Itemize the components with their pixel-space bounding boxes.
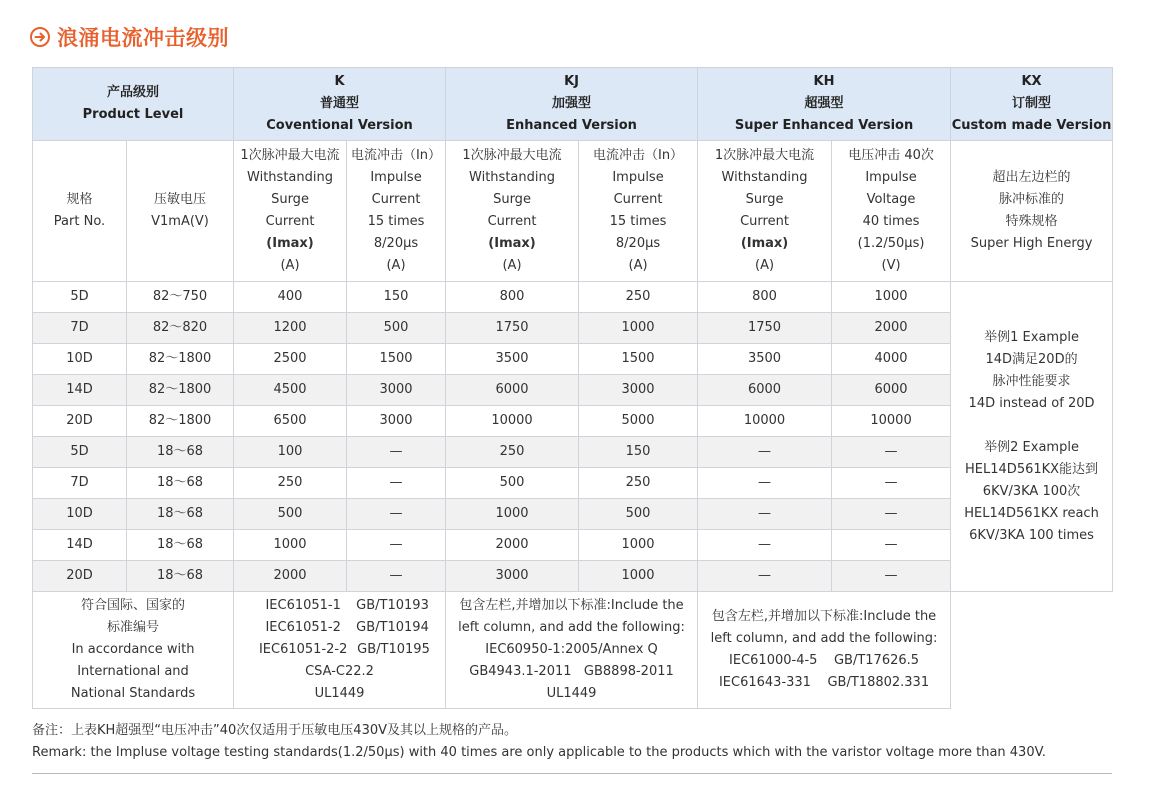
subheader-text: 超出左边栏的	[992, 170, 1071, 185]
table-cell: —	[347, 561, 446, 592]
table-cell: —	[832, 561, 951, 592]
subheader-text: Current	[613, 192, 663, 207]
table-cell: —	[698, 499, 832, 530]
table-cell: 250	[446, 437, 579, 468]
subheader-text: Impulse	[612, 170, 664, 185]
header-k	[234, 68, 446, 141]
table-cell: —	[698, 561, 832, 592]
table-cell: —	[347, 437, 446, 468]
table-cell: 1200	[234, 313, 347, 344]
standards-text: 包含左栏,并增加以下标准:Include the	[459, 598, 684, 613]
standards-line	[234, 617, 445, 639]
table-row	[33, 282, 1113, 313]
subheader-in-k	[347, 141, 446, 282]
table-cell: —	[347, 468, 446, 499]
subheader-text: (Imax)	[488, 236, 536, 251]
standards-text: IEC61051-1	[265, 598, 341, 613]
header-text: Coventional Version	[266, 118, 413, 133]
kx-example-text: 6KV/3KA 100次	[982, 483, 1081, 499]
standards-text: IEC61000-4-5 GB/T17626.5	[729, 653, 920, 668]
table-cell: 5000	[579, 406, 698, 437]
subheader-part-no	[33, 141, 127, 282]
table-cell: 7D	[33, 468, 127, 499]
table-cell: 10000	[698, 406, 832, 437]
table-cell: 800	[698, 282, 832, 313]
subheader-text: Surge	[493, 192, 531, 207]
standards-text: IEC61643-331 GB/T18802.331	[718, 675, 930, 690]
subheader-text: Impulse	[370, 170, 422, 185]
subheader-text: (Imax)	[266, 236, 314, 251]
subheader-text: (A)	[386, 258, 406, 273]
standards-line	[234, 639, 445, 661]
table-cell: 7D	[33, 313, 127, 344]
table-cell: —	[347, 499, 446, 530]
table-cell: 500	[234, 499, 347, 530]
standards-text: GB/T10194	[356, 620, 429, 635]
subheader-text: 40 times	[862, 214, 920, 229]
header-text: 产品级别	[107, 85, 160, 100]
table-row	[33, 530, 1113, 561]
standards-text: In accordance with	[71, 642, 195, 657]
kx-example-spacer	[951, 415, 1112, 437]
subheader-text: Voltage	[866, 192, 916, 207]
table-cell: 1000	[579, 530, 698, 561]
table-row	[33, 437, 1113, 468]
subheader-text: 1次脉冲最大电流	[714, 148, 815, 163]
kx-examples-cell	[951, 282, 1113, 592]
subheader-text: 规格	[66, 192, 93, 207]
table-cell: 1000	[832, 282, 951, 313]
table-cell: 1000	[234, 530, 347, 561]
header-text: 普通型	[320, 96, 360, 111]
table-cell: —	[698, 437, 832, 468]
table-cell: 6000	[698, 375, 832, 406]
table-cell: 14D	[33, 375, 127, 406]
subheader-text: 15 times	[609, 214, 667, 229]
standards-row	[33, 592, 1113, 709]
table-cell: 4000	[832, 344, 951, 375]
table-cell: 400	[234, 282, 347, 313]
subheader-text: Withstanding	[721, 170, 808, 185]
table-cell: 4500	[234, 375, 347, 406]
subheader-text: 8/20μs	[373, 236, 419, 251]
header-kx	[951, 68, 1113, 141]
standards-text: CSA-C22.2	[305, 664, 374, 679]
subheader-text: 电流冲击（In）	[592, 148, 684, 163]
subheader-text: Current	[740, 214, 789, 229]
standards-text: GB4943.1-2011 GB8898-2011	[469, 664, 674, 679]
kx-example-text: HEL14D561KX reach	[964, 505, 1099, 521]
subheader-in-kj	[579, 141, 698, 282]
table-header-row	[33, 68, 1113, 141]
table-cell: 2500	[234, 344, 347, 375]
header-text: Enhanced Version	[506, 118, 637, 133]
table-cell: 250	[579, 468, 698, 499]
table-cell: —	[832, 437, 951, 468]
standards-line	[234, 683, 445, 705]
table-cell: 1000	[446, 499, 579, 530]
table-subheader-row	[33, 141, 1113, 282]
table-cell: 250	[579, 282, 698, 313]
table-row	[33, 406, 1113, 437]
table-cell: 10000	[446, 406, 579, 437]
table-cell: 100	[234, 437, 347, 468]
table-cell: 10D	[33, 344, 127, 375]
standards-text: IEC61051-2	[265, 620, 341, 635]
subheader-imax-kh	[698, 141, 832, 282]
table-cell: 18～68	[127, 468, 234, 499]
table-cell: 82～820	[127, 313, 234, 344]
table-cell: 6500	[234, 406, 347, 437]
subheader-text: 脉冲标准的	[999, 192, 1065, 207]
kx-example-text: 14D满足20D的	[985, 351, 1078, 367]
kx-example-text: 脉冲性能要求	[992, 373, 1071, 389]
header-text: Product Level	[82, 107, 184, 122]
standards-k	[234, 592, 446, 709]
remark-en: Remark: the Impluse voltage testing standards(1.2/50μs) with 40 times are only applicable to the products which with the varistor voltage more than 430V.	[32, 745, 1046, 760]
table-cell: 82～1800	[127, 375, 234, 406]
table-cell: —	[698, 530, 832, 561]
subheader-text: 压敏电压	[154, 192, 207, 207]
table-row	[33, 499, 1113, 530]
section-title-text: 浪涌电流冲击级别	[57, 26, 229, 50]
surge-level-table	[32, 67, 1113, 709]
table-cell: —	[832, 499, 951, 530]
subheader-text: Impulse	[865, 170, 917, 185]
table-cell: 82～750	[127, 282, 234, 313]
subheader-text: 电压冲击 40次	[848, 148, 934, 163]
kx-example-text: 6KV/3KA 100 times	[969, 527, 1094, 543]
table-cell: 14D	[33, 530, 127, 561]
subheader-text: (A)	[755, 258, 775, 273]
subheader-text: Current	[487, 214, 537, 229]
header-text: K	[334, 74, 345, 89]
table-cell: 1750	[698, 313, 832, 344]
table-cell: 800	[446, 282, 579, 313]
header-text: 订制型	[1012, 96, 1052, 111]
bottom-divider	[32, 773, 1112, 774]
table-cell: 6000	[446, 375, 579, 406]
table-cell: —	[832, 530, 951, 561]
subheader-text: 1次脉冲最大电流	[240, 148, 340, 163]
circle-arrow-right-icon	[30, 27, 50, 47]
subheader-text: Part No.	[53, 214, 106, 229]
table-cell: —	[698, 468, 832, 499]
table-row	[33, 313, 1113, 344]
table-cell: 6000	[832, 375, 951, 406]
table-cell: 150	[579, 437, 698, 468]
header-text: KH	[813, 74, 835, 89]
subheader-text: (Imax)	[740, 236, 789, 251]
table-cell: 2000	[832, 313, 951, 344]
remark-note	[32, 720, 1046, 764]
subheader-text: Withstanding	[469, 170, 555, 185]
subheader-text: 8/20μs	[615, 236, 661, 251]
subheader-text: Withstanding	[247, 170, 333, 185]
subheader-text: (A)	[280, 258, 300, 273]
standards-text: National Standards	[70, 686, 196, 701]
standards-line	[234, 661, 445, 683]
table-cell: 18～68	[127, 437, 234, 468]
table-cell: 1500	[347, 344, 446, 375]
subheader-text: Surge	[745, 192, 784, 207]
standards-text: IEC61051-2-2	[258, 642, 348, 657]
standards-text: 符合国际、国家的	[81, 598, 186, 613]
kx-example-text: 举例1 Example	[984, 329, 1079, 345]
table-cell: 3500	[698, 344, 832, 375]
table-cell: 500	[446, 468, 579, 499]
subheader-text: 1次脉冲最大电流	[462, 148, 562, 163]
subheader-text: Super High Energy	[970, 236, 1093, 251]
standards-kh	[698, 592, 951, 709]
table-cell: 20D	[33, 561, 127, 592]
table-cell: 3000	[579, 375, 698, 406]
kx-example-text: HEL14D561KX能达到	[965, 461, 1099, 477]
table-cell: 2000	[234, 561, 347, 592]
header-text: KX	[1021, 74, 1042, 89]
table-cell: 20D	[33, 406, 127, 437]
table-row	[33, 468, 1113, 499]
table-cell: 1000	[579, 561, 698, 592]
standards-text: IEC60950-1:2005/Annex Q	[485, 642, 658, 657]
subheader-imax-kj	[446, 141, 579, 282]
standards-text: UL1449	[546, 686, 597, 701]
table-cell: 1750	[446, 313, 579, 344]
table-cell: 1500	[579, 344, 698, 375]
standards-text: GB/T10193	[356, 598, 429, 613]
table-cell: 250	[234, 468, 347, 499]
subheader-text: Surge	[271, 192, 309, 207]
subheader-text: (1.2/50μs)	[857, 236, 925, 251]
table-cell: —	[832, 468, 951, 499]
header-text: Custom made Version	[951, 118, 1112, 133]
header-kj	[446, 68, 698, 141]
subheader-v1ma	[127, 141, 234, 282]
table-cell: 1000	[579, 313, 698, 344]
table-cell: 18～68	[127, 530, 234, 561]
standards-text: 标准编号	[107, 620, 160, 635]
header-text: KJ	[564, 74, 579, 89]
standards-text: International and	[77, 664, 189, 679]
table-cell: 500	[579, 499, 698, 530]
table-cell: 18～68	[127, 499, 234, 530]
subheader-imax-k	[234, 141, 347, 282]
standards-label	[33, 592, 234, 709]
table-cell: 10000	[832, 406, 951, 437]
table-cell: 2000	[446, 530, 579, 561]
table-row	[33, 561, 1113, 592]
table-cell: 3500	[446, 344, 579, 375]
standards-text: GB/T10195	[357, 642, 430, 657]
section-title	[30, 22, 229, 52]
table-cell: 5D	[33, 282, 127, 313]
table-cell: 5D	[33, 437, 127, 468]
subheader-text: 15 times	[367, 214, 425, 229]
table-cell: 82～1800	[127, 406, 234, 437]
table-cell: 18～68	[127, 561, 234, 592]
standards-text: left column, and add the following:	[458, 620, 685, 635]
standards-text: 包含左栏,并增加以下标准:Include the	[711, 609, 937, 624]
standards-text: UL1449	[314, 686, 365, 701]
header-text: Super Enhanced Version	[734, 118, 914, 133]
table-cell: 3000	[347, 375, 446, 406]
kx-example-text: 举例2 Example	[984, 439, 1079, 455]
subheader-text: Current	[265, 214, 315, 229]
header-text: 加强型	[552, 96, 592, 111]
kx-example-text: 14D instead of 20D	[968, 395, 1095, 411]
table-cell: 10D	[33, 499, 127, 530]
subheader-text: V1mA(V)	[151, 214, 209, 229]
table-row	[33, 344, 1113, 375]
table-cell: 3000	[347, 406, 446, 437]
subheader-text: 特殊规格	[1005, 214, 1058, 229]
subheader-text: (A)	[628, 258, 648, 273]
table-cell: —	[347, 530, 446, 561]
header-text: 超强型	[804, 96, 844, 111]
standards-kj	[446, 592, 698, 709]
table-cell: 500	[347, 313, 446, 344]
table-row	[33, 375, 1113, 406]
subheader-voltage-kh	[832, 141, 951, 282]
subheader-kx	[951, 141, 1113, 282]
standards-text: left column, and add the following:	[710, 631, 938, 646]
header-kh	[698, 68, 951, 141]
remark-cn: 备注：上表KH超强型“电压冲击”40次仅适用于压敏电压430V及其以上规格的产品。	[32, 723, 518, 738]
header-product-level	[33, 68, 234, 141]
subheader-text: (V)	[881, 258, 901, 273]
subheader-text: 电流冲击（In）	[350, 148, 442, 163]
table-cell: 3000	[446, 561, 579, 592]
standards-line	[234, 595, 445, 617]
subheader-text: (A)	[502, 258, 522, 273]
subheader-text: Current	[371, 192, 421, 207]
table-cell: 82～1800	[127, 344, 234, 375]
table-cell: 150	[347, 282, 446, 313]
